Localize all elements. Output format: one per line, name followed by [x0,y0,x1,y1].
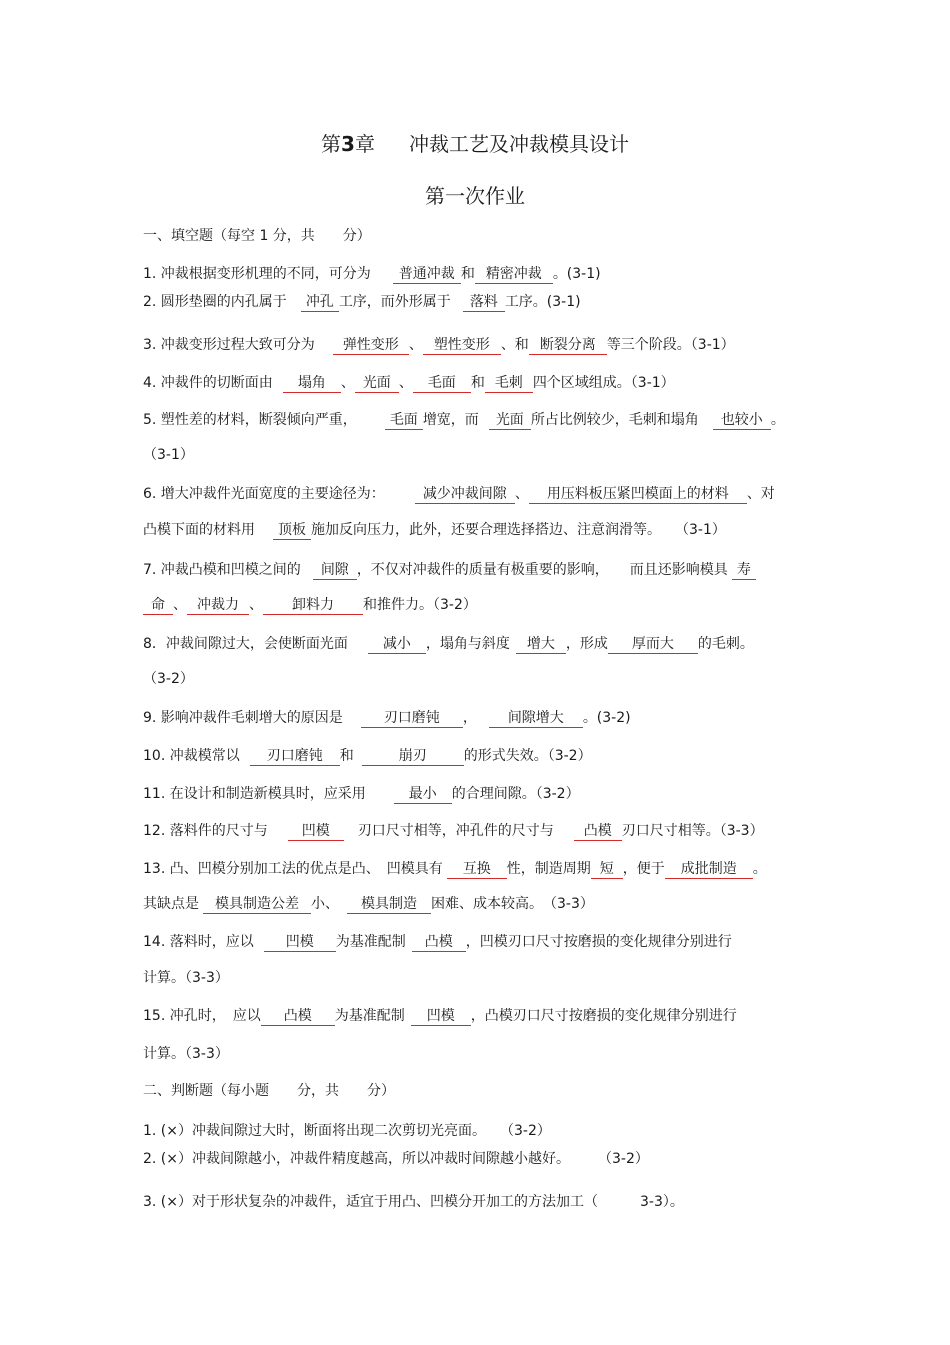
question-2: 2. 圆形垫圈的内孔属于 冲孔 工序，而外形属于 落料 工序。(3-1) [143,294,581,310]
question-10: 10. 冲裁模常以 刃口磨钝 和 崩刃 的形式失效。（3-2） [143,748,592,764]
question-1: 1. 冲裁根据变形机理的不同，可分为 普通冲裁 和 精密冲裁 。(3-1) [143,266,601,282]
question-7-cont: 命 、 冲裁力 、 卸料力 和推件力。（3-2） [143,595,823,615]
question-12: 12. 落料件的尺寸与 凹模 刃口尺寸相等，冲孔件的尺寸与 凸模 刃口尺寸相等。（3-3） [143,823,764,839]
question-4: 4. 冲裁件的切断面由 塌角 、 光面 、 毛面 和 毛刺 四个区域组成。（3-1） [143,375,675,391]
question-3: 3. 冲裁变形过程大致可分为 弹性变形 、 塑性变形 、和 断裂分离 等三个阶段。（3-1） [143,337,735,353]
chapter-title: 第3章 冲裁工艺及冲裁模具设计 [321,132,629,156]
question-5-cont: （3-1） [143,447,194,463]
question-9: 9. 影响冲裁件毛刺增大的原因是 刃口磨钝 ， 间隙增大 。(3-2) [143,710,631,726]
question-14-cont: 计算。（3-3） [143,970,229,986]
section-heading-true-false: 二、判断题（每小题 分，共 分） [143,1083,395,1099]
question-11: 11. 在设计和制造新模具时，应采用 最小 的合理间隙。（3-2） [143,786,580,802]
judgment-2: 2. (×）冲裁间隙越小，冲裁件精度越高，所以冲裁时间隙越小越好。 （3-2） [143,1151,649,1167]
assignment-subtitle: 第一次作业 [425,184,525,208]
section-heading-fill-blank: 一、填空题（每空 1 分，共 分） [143,228,371,244]
question-5: 5. 塑性差的材料，断裂倾向严重， 毛面 增宽，而 光面 所占比例较少，毛刺和塌角 也较小 。 [143,412,785,428]
question-15-cont: 计算。（3-3） [143,1046,229,1062]
judgment-1: 1. (×）冲裁间隙过大时，断面将出现二次剪切光亮面。 （3-2） [143,1123,551,1139]
question-13: 13. 凸、凹模分别加工法的优点是凸、 凹模具有 互换 性，制造周期 短 ，便于 成批制造 。 [143,861,767,877]
question-8-cont: （3-2） [143,671,194,687]
question-6-cont: 凸模下面的材料用 顶板 施加反向压力，此外，还要合理选择搭边、注意润滑等。 （3-1） [143,522,726,538]
judgment-3: 3. (×）对于形状复杂的冲裁件，适宜于用凸、凹模分开加工的方法加工（ 3-3）。 [143,1194,684,1210]
question-6: 6. 增大冲裁件光面宽度的主要途径为： 减少冲裁间隙 、 用压料板压紧凹模面上的材料 、对 [143,486,775,502]
question-8: 8．冲裁间隙过大，会使断面光面 减小 ，塌角与斜度 增大 ，形成 厚而大 的毛刺。 [143,636,754,652]
chapter-name: 冲裁工艺及冲裁模具设计 [408,132,629,156]
question-7: 7. 冲裁凸模和凹模之间的 间隙 ，不仅对冲裁件的质量有极重要的影响， 而且还影响模具 寿 [143,560,823,580]
question-14: 14. 落料时，应以 凹模 为基准配制 凸模 ，凹模刃口尺寸按磨损的变化规律分别进行 [143,934,732,950]
question-13-cont: 其缺点是 模具制造公差 小、 模具制造 困难、成本较高。 （3-3） [143,896,594,912]
question-15: 15. 冲孔时， 应以 凸模 为基准配制 凹模 ，凸模刃口尺寸按磨损的变化规律分别进行 [143,1008,737,1024]
